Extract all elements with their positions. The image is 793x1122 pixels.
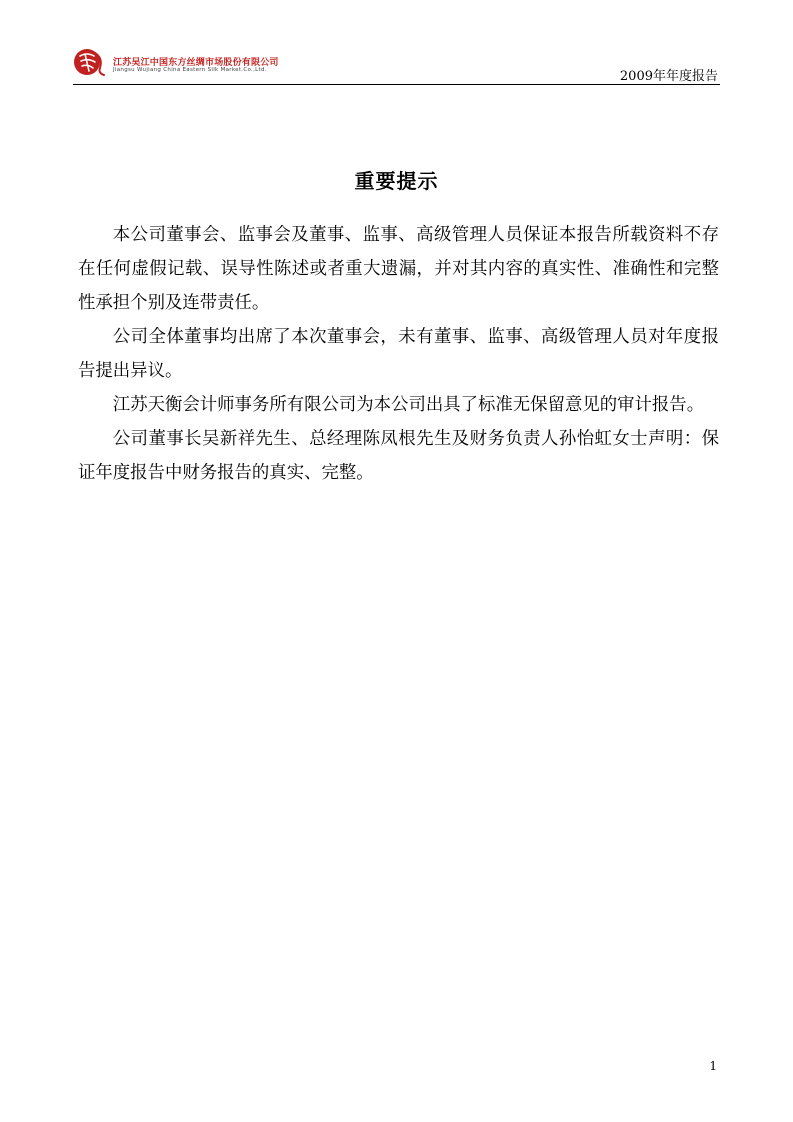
report-label: 2009年年度报告: [619, 69, 718, 84]
silk-market-logo-icon: [73, 46, 109, 78]
notice-paragraph: 江苏天衡会计师事务所有限公司为本公司出具了标准无保留意见的审计报告。: [112, 395, 705, 415]
company-name-en: Jiangsu Wujiang China Eastern Silk Market.Co.,Ltd.: [113, 67, 267, 73]
notice-paragraph: 本公司董事会、监事会及董事、监事、高级管理人员保证本报告所载资料不存在任何虚假记载、误导性陈述或者重大遗漏，并对其内容的真实性、准确性和完整性承担个别及连带责任。: [78, 225, 719, 313]
page-title: 重要提示: [354, 169, 439, 193]
notice-body: [78, 218, 719, 490]
company-name-cn: 江苏吴江中国东方丝绸市场股份有限公司: [113, 58, 279, 68]
page-number: 1: [709, 1059, 717, 1073]
notice-paragraph: 公司全体董事均出席了本次董事会，未有董事、监事、高级管理人员对年度报告提出异议。: [78, 327, 719, 381]
notice-paragraph: 公司董事长吴新祥先生、总经理陈凤根先生及财务负责人孙怡虹女士声明：保证年度报告中财务报告的真实、完整。: [78, 429, 719, 483]
page-header: [73, 44, 720, 85]
